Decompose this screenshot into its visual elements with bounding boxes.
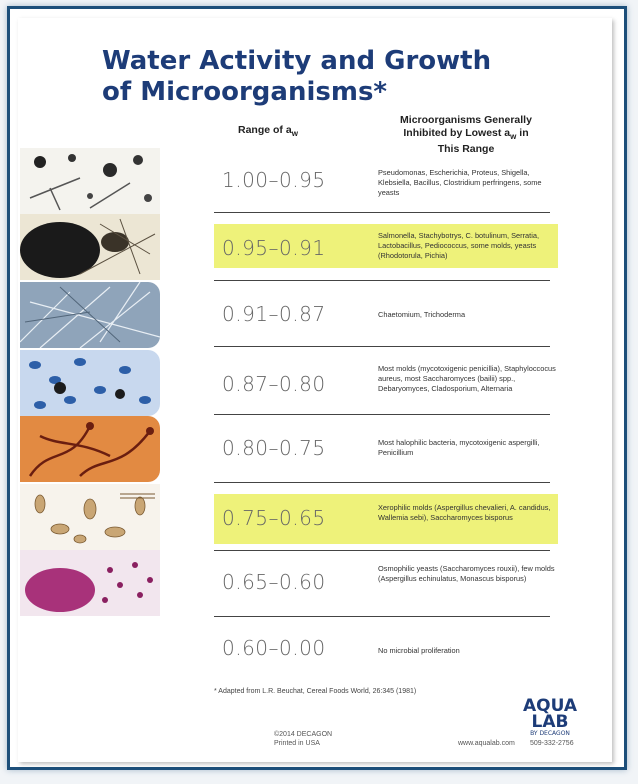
row-divider — [214, 212, 550, 213]
org-header-sub: w — [510, 132, 517, 142]
row-divider — [214, 346, 550, 347]
aw-range: 0.87–0.80 — [222, 372, 326, 396]
range-column-header — [238, 124, 348, 138]
org-header-line-2-text: Inhibited by Lowest a — [403, 127, 511, 139]
organism-list: Pseudomonas, Escherichia, Proteus, Shigella, Klebsiella, Bacillus, Clostridium perfringens, some yeasts — [378, 168, 542, 197]
micrograph-photo-3 — [20, 282, 160, 348]
organism-list: Salmonella, Stachybotrys, C. botulinum, Serratia, Lactobacillus, Pediococcus, some molds, yeasts (Rhodotorula, Pichia) — [378, 231, 540, 260]
copyright — [274, 730, 332, 748]
copyright-line-2: Printed in USA — [274, 740, 320, 747]
organisms-column-header — [366, 114, 566, 156]
aw-range: 0.80–0.75 — [222, 436, 326, 460]
organism-list: No microbial proliferation — [378, 646, 460, 655]
row-divider — [214, 414, 550, 415]
logo-line-1: AQUA — [522, 696, 578, 716]
micrograph-photo-2 — [20, 214, 160, 280]
org-header-line-1: Microorganisms Generally — [400, 114, 532, 126]
micrograph-photo-5 — [20, 416, 160, 482]
micrograph-photo-4 — [20, 350, 160, 416]
footnote: * Adapted from L.R. Beuchat, Cereal Foods World, 26:345 (1981) — [214, 688, 417, 695]
aw-range: 1.00–0.95 — [222, 168, 326, 192]
range-header-text: Range of a — [238, 124, 292, 136]
aw-range: 0.95–0.91 — [222, 236, 326, 260]
org-header-line-2-end: in — [516, 127, 529, 139]
page-title — [102, 46, 582, 108]
organism-list: Xerophilic molds (Aspergillus chevalieri, A. candidus, Wallemia sebi), Saccharomyces bisporus — [378, 503, 551, 522]
row-divider — [214, 482, 550, 483]
aqualab-logo — [520, 698, 580, 738]
row-divider — [214, 280, 550, 281]
aw-range: 0.91–0.87 — [222, 302, 326, 326]
micrograph-photo-1 — [20, 148, 160, 214]
organism-list: Osmophilic yeasts (Saccharomyces rouxii), few molds (Aspergillus echinulatus, Monascus bisporus) — [378, 564, 555, 583]
organism-list: Most halophilic bacteria, mycotoxigenic aspergilli, Penicillium — [378, 438, 540, 457]
phone-number: 509-332-2756 — [530, 740, 574, 747]
micrograph-photo-6 — [20, 484, 160, 550]
row-divider — [214, 616, 550, 617]
aw-range: 0.60–0.00 — [222, 636, 326, 660]
aw-range: 0.75–0.65 — [222, 506, 326, 530]
org-header-line-2 — [366, 127, 566, 143]
logo-line-2: LAB — [531, 712, 569, 732]
copyright-line-1: ©2014 DECAGON — [274, 731, 333, 738]
organism-list: Chaetomium, Trichoderma — [378, 310, 466, 319]
range-header-sub: w — [291, 129, 298, 139]
aw-range: 0.65–0.60 — [222, 570, 326, 594]
poster-page — [18, 18, 612, 762]
row-divider — [214, 550, 550, 551]
title-line-1: Water Activity and Growth — [102, 46, 492, 76]
micrograph-photo-7 — [20, 550, 160, 616]
organism-list: Most molds (mycotoxigenic penicillia), Staphyloccocus aureus, most Saccharomyces (bailii) spp., Debaryomyces, Cladosporium, Alternaria — [378, 364, 556, 393]
org-header-line-3: This Range — [437, 143, 495, 156]
logo-line-3: BY DECAGON — [530, 730, 570, 737]
title-line-2: of Microorganisms* — [102, 77, 388, 107]
website: www.aqualab.com — [458, 740, 515, 747]
